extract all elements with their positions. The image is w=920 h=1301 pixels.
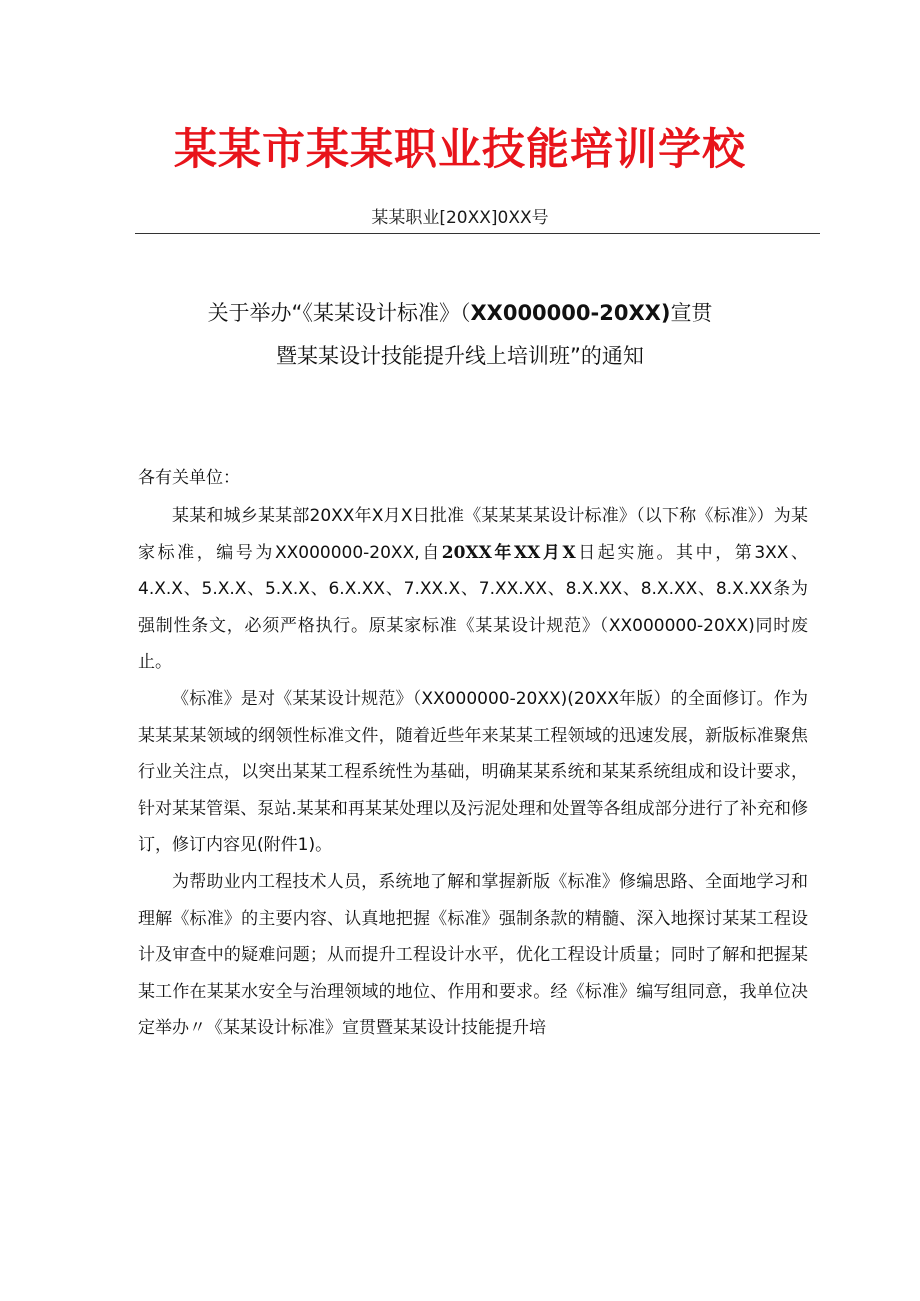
body-text (138, 498, 808, 1047)
document-number: 某某职业[20XX]0XX号 (371, 208, 549, 228)
paragraph-1 (138, 498, 808, 681)
notice-title-part-b: 宣贯 (670, 301, 713, 325)
paragraph-1-part-b: 日起实施。其中，第3XX、4.X.X、5.X.X、5.X.X、6.X.XX、7.XX.X、7.XX.XX、8.X.XX、8.X.XX、8.X.XX条为强制性条文，必须严格执行。原某家标准《某某设计规范》（XX000000-20XX)同时废止。 (138, 542, 809, 673)
salutation: 各有关单位： (138, 468, 240, 488)
standard-code: XX000000-20XX) (470, 301, 671, 325)
paragraph-3: 为帮助业内工程技术人员，系统地了解和掌握新版《标准》修编思路、全面地学习和理解《标准》的主要内容、认真地把握《标准》强制条款的精髓、深入地探讨某某工程设计及审查中的疑难问题；从而提升工程设计水平，优化工程设计质量；同时了解和把握某某工作在某某水安全与治理领域的地位、作用和要求。经《标准》编写组同意，我单位决定举办〃《某某设计标准》宣贯暨某某设计技能提升培 (138, 871, 808, 1039)
effective-date: 20XX年XX月X (441, 542, 576, 563)
notice-title-line-2: 暨某某设计技能提升线上培训班”的通知 (276, 344, 644, 368)
paragraph-2: 《标准》是对《某某设计规范》（XX000000-20XX)(20XX年版）的全面修订。作为某某某某领域的纲领性标准文件，随着近些年来某某工程领域的迅速发展，新版标准聚焦行业关注点，以突出某某工程系统性为基础，明确某某系统和某某系统组成和设计要求，针对某某管渠、泵站.某某和再某某处理以及污泥处理和处置等各组成部分进行了补充和修订，修订内容见(附件1)。 (138, 688, 808, 856)
notice-title-line-1 (0, 298, 920, 328)
organization-title: 某某市某某职业技能培训学校 (174, 125, 746, 175)
notice-title-part-a: 关于举办“《某某设计标准》（ (207, 301, 471, 325)
paragraph-1-part-a: 某某和城乡某某部20XX年X月X日批准《某某某某设计标准》（以下称《标准》）为某家标准，编号为XX000000-20XX,自 (138, 506, 808, 563)
header-divider (135, 233, 820, 234)
